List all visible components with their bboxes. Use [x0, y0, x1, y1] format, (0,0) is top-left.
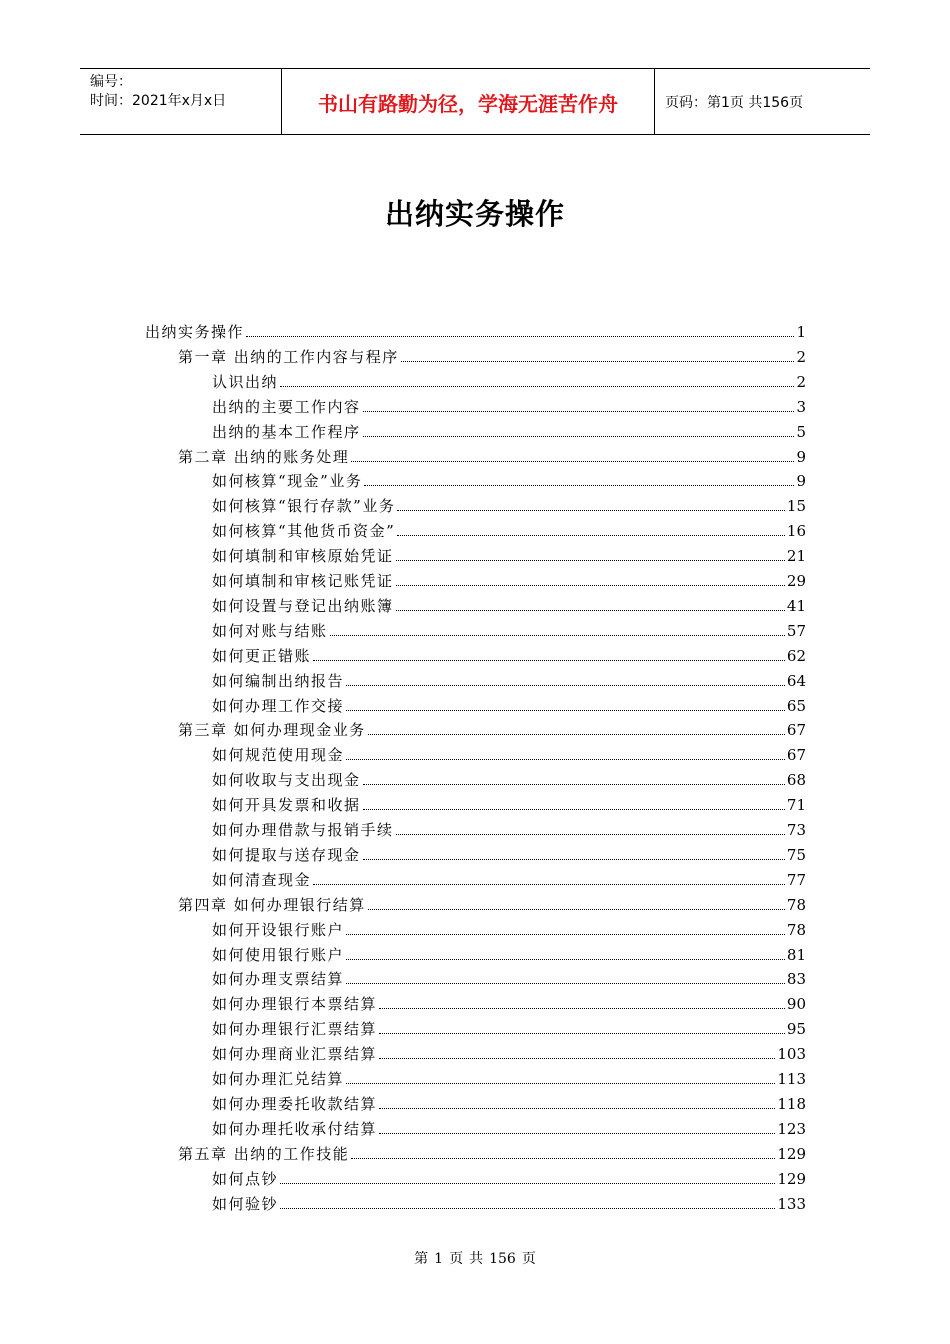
toc-entry-section[interactable]: [212, 1040, 806, 1064]
toc-entry-page: 9: [796, 447, 806, 466]
toc-entry-page: 129: [777, 1169, 806, 1188]
toc-entry-section[interactable]: [212, 592, 806, 616]
toc-entry-text: 出纳的基本工作程序: [212, 422, 361, 441]
toc-entry-text: 如何对账与结账: [212, 621, 328, 640]
toc-dot-leader: [368, 909, 785, 910]
toc-dot-leader: [396, 610, 785, 611]
toc-entry-text: 如何验钞: [212, 1194, 279, 1213]
toc-entry-page: 75: [786, 845, 806, 864]
toc-entry-section[interactable]: [212, 492, 806, 516]
document-number-label: 编号：: [90, 74, 132, 90]
toc-dot-leader: [280, 1208, 775, 1209]
toc-entry-page: 81: [786, 945, 806, 964]
toc-dot-leader: [396, 585, 785, 586]
toc-entry-section[interactable]: [212, 692, 806, 716]
toc-dot-leader: [379, 1008, 785, 1009]
footer-gong: 共: [469, 1251, 484, 1267]
toc-entry-text: 认识出纳: [212, 372, 279, 391]
toc-entry-text: 出纳实务操作: [145, 323, 245, 341]
toc-entry-page: 16: [786, 522, 806, 541]
toc-entry-section[interactable]: [212, 791, 806, 815]
toc-entry-text: 如何开设银行账户: [212, 920, 345, 939]
toc-dot-leader: [346, 934, 785, 935]
header-motto: 书山有路勤为径，学海无涯苦作舟: [318, 91, 618, 116]
toc-dot-leader: [379, 1133, 775, 1134]
header-page-cell: [655, 69, 870, 135]
toc-entry-page: 78: [786, 895, 806, 914]
toc-entry-section[interactable]: [212, 1090, 806, 1114]
toc-entry-section[interactable]: [212, 841, 806, 865]
toc-entry-chapter[interactable]: [178, 443, 806, 467]
toc-entry-section[interactable]: [212, 916, 806, 940]
document-time: 时间：2021年x月x日: [90, 93, 227, 109]
toc-entry-text: 如何提取与送存现金: [212, 845, 361, 864]
toc-entry-section[interactable]: [212, 866, 806, 890]
toc-entry-text: 如何设置与登记出纳账簿: [212, 596, 394, 615]
toc-entry-text: 如何核算“现金”业务: [212, 472, 363, 491]
toc-entry-section[interactable]: [212, 741, 806, 765]
toc-entry-page: 129: [777, 1144, 806, 1163]
toc-entry-text: 如何编制出纳报告: [212, 671, 345, 690]
toc-dot-leader: [397, 535, 785, 536]
toc-entry-page: 5: [796, 422, 806, 441]
toc-entry-section[interactable]: [212, 567, 806, 591]
toc-dot-leader: [368, 734, 785, 735]
toc-dot-leader: [351, 461, 794, 462]
toc-dot-leader: [246, 336, 794, 337]
toc-dot-leader: [364, 485, 794, 486]
toc-dot-leader: [363, 784, 785, 785]
toc-entry-page: 65: [786, 696, 806, 715]
toc-entry-text: 如何清查现金: [212, 870, 312, 889]
toc-entry-section[interactable]: [212, 667, 806, 691]
toc-dot-leader: [346, 685, 785, 686]
toc-entry-page: 77: [786, 870, 806, 889]
toc-entry-section[interactable]: [212, 965, 806, 989]
header-motto-cell: [282, 69, 655, 135]
toc-entry-page: 78: [786, 920, 806, 939]
toc-entry-text: 如何点钞: [212, 1169, 279, 1188]
toc-entry-text: 如何核算“其他货币资金”: [212, 522, 396, 541]
toc-entry-text: 如何办理托收承付结算: [212, 1119, 378, 1138]
toc-entry-text: 第四章 如何办理银行结算: [178, 895, 366, 914]
toc-entry-page: 67: [786, 721, 806, 740]
toc-entry-section[interactable]: [212, 816, 806, 840]
toc-entry-chapter[interactable]: [178, 891, 806, 915]
toc-entry-section[interactable]: [212, 1190, 806, 1214]
page-header: [80, 68, 870, 135]
toc-entry-text: 如何办理商业汇票结算: [212, 1045, 378, 1064]
toc-entry-page: 21: [786, 547, 806, 566]
toc-entry-text: 出纳的主要工作内容: [212, 397, 361, 416]
toc-entry-section[interactable]: [212, 1115, 806, 1139]
toc-entry-text: 如何核算“银行存款”业务: [212, 497, 396, 516]
toc-entry-page: 3: [796, 397, 806, 416]
toc-entry-page: 95: [786, 1020, 806, 1039]
toc-entry-chapter[interactable]: [178, 1140, 806, 1164]
page-footer: [0, 1248, 950, 1268]
toc-entry-chapter[interactable]: [178, 716, 806, 740]
toc-dot-leader: [363, 859, 785, 860]
footer-total-pages: 156: [489, 1251, 516, 1267]
toc-dot-leader: [379, 1033, 785, 1034]
header-meta-cell: [80, 69, 282, 135]
toc-entry-title[interactable]: [145, 318, 806, 342]
toc-entry-page: 67: [786, 746, 806, 765]
toc-entry-text: 如何办理汇兑结算: [212, 1070, 345, 1088]
toc-entry-page: 57: [786, 621, 806, 640]
toc-entry-section[interactable]: [212, 517, 806, 541]
toc-entry-text: 如何办理借款与报销手续: [212, 821, 394, 839]
footer-ye: 页: [449, 1251, 464, 1267]
toc-dot-leader: [379, 1108, 775, 1109]
toc-entry-page: 62: [786, 646, 806, 665]
toc-entry-text: 如何使用银行账户: [212, 945, 345, 964]
footer-ye-end: 页: [521, 1251, 536, 1267]
toc-dot-leader: [346, 959, 785, 960]
toc-entry-section[interactable]: [212, 418, 806, 442]
toc-entry-section[interactable]: [212, 542, 806, 566]
toc-entry-page: 29: [786, 572, 806, 590]
toc-dot-leader: [346, 983, 785, 984]
toc-dot-leader: [313, 660, 785, 661]
toc-entry-section[interactable]: [212, 1065, 806, 1089]
toc-entry-text: 第五章 出纳的工作技能: [178, 1144, 350, 1163]
toc-dot-leader: [397, 510, 785, 511]
toc-entry-section[interactable]: [212, 990, 806, 1014]
toc-entry-page: 113: [777, 1070, 806, 1088]
toc-entry-page: 2: [796, 372, 806, 391]
toc-entry-section[interactable]: [212, 393, 806, 417]
toc-entry-page: 73: [786, 821, 806, 839]
toc-entry-page: 103: [777, 1045, 806, 1064]
header-page-info: 页码：第1页 共156页: [665, 95, 804, 111]
toc-dot-leader: [346, 1083, 775, 1084]
toc-entry-text: 如何收取与支出现金: [212, 771, 361, 790]
toc-dot-leader: [401, 361, 795, 362]
toc-entry-page: 15: [786, 497, 806, 516]
toc-entry-section[interactable]: [212, 941, 806, 965]
toc-entry-page: 123: [777, 1119, 806, 1138]
toc-entry-text: 第二章 出纳的账务处理: [178, 447, 350, 466]
toc-entry-text: 如何办理支票结算: [212, 970, 345, 989]
toc-entry-page: 133: [777, 1194, 806, 1213]
toc-entry-text: 如何填制和审核原始凭证: [212, 547, 394, 566]
toc-dot-leader: [379, 1058, 775, 1059]
toc-entry-page: 68: [786, 771, 806, 790]
toc-entry-section[interactable]: [212, 368, 806, 392]
toc-entry-text: 如何填制和审核记账凭证: [212, 572, 394, 590]
toc-entry-page: 2: [796, 347, 806, 366]
document-title: 出纳实务操作: [384, 197, 565, 231]
toc-dot-leader: [396, 834, 785, 835]
toc-entry-chapter[interactable]: [178, 343, 806, 367]
toc-dot-leader: [346, 759, 785, 760]
toc-entry-page: 64: [786, 671, 806, 690]
toc-entry-text: 第一章 出纳的工作内容与程序: [178, 347, 399, 366]
toc-entry-page: 118: [777, 1094, 806, 1113]
toc-entry-section[interactable]: [212, 467, 806, 491]
toc-entry-section[interactable]: [212, 1015, 806, 1039]
toc-entry-text: 如何规范使用现金: [212, 746, 345, 765]
toc-entry-page: 90: [786, 995, 806, 1014]
toc-dot-leader: [280, 1183, 775, 1184]
toc-entry-page: 41: [786, 596, 806, 615]
toc-entry-text: 如何办理委托收款结算: [212, 1094, 378, 1113]
toc-entry-section[interactable]: [212, 1165, 806, 1189]
toc-entry-page: 9: [796, 472, 806, 491]
toc-entry-section[interactable]: [212, 617, 806, 641]
toc-entry-section[interactable]: [212, 642, 806, 666]
toc-dot-leader: [330, 635, 785, 636]
toc-dot-leader: [363, 436, 795, 437]
toc-dot-leader: [363, 411, 795, 412]
toc-entry-text: 如何办理银行汇票结算: [212, 1020, 378, 1039]
toc-entry-text: 如何开具发票和收据: [212, 796, 361, 815]
toc-entry-text: 第三章 如何办理现金业务: [178, 721, 366, 740]
toc-entry-page: 83: [786, 970, 806, 989]
toc-dot-leader: [351, 1158, 775, 1159]
toc-dot-leader: [363, 809, 785, 810]
toc-entry-text: 如何更正错账: [212, 646, 312, 665]
toc-entry-section[interactable]: [212, 766, 806, 790]
footer-di: 第: [414, 1251, 429, 1267]
toc-entry-page: 1: [796, 323, 806, 341]
toc-dot-leader: [396, 560, 785, 561]
toc-dot-leader: [313, 884, 785, 885]
toc-entry-text: 如何办理工作交接: [212, 696, 345, 715]
toc-entry-page: 71: [786, 796, 806, 815]
toc-dot-leader: [280, 386, 794, 387]
toc-entry-text: 如何办理银行本票结算: [212, 995, 378, 1014]
toc-dot-leader: [346, 710, 785, 711]
footer-current-page: 1: [434, 1251, 444, 1267]
